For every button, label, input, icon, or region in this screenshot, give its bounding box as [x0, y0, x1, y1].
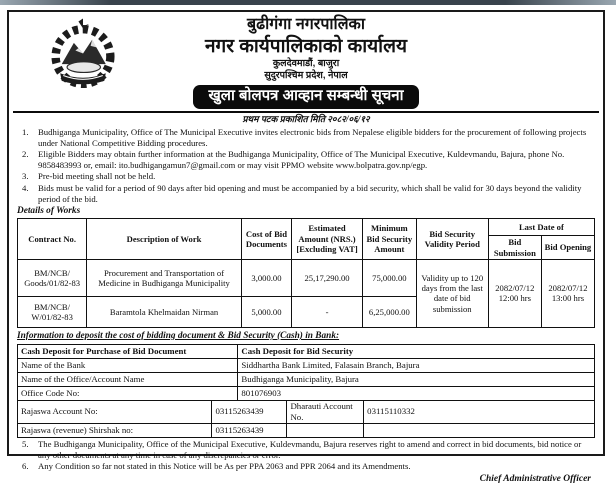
- contract-line2: W/01/82-83: [31, 311, 73, 322]
- security-cell: 6,25,000.00: [363, 296, 417, 327]
- opening-date: 2082/07/12: [548, 283, 588, 294]
- bank-info-heading: Information to deposit the cost of bidding document & Bid Security (Cash) in Bank:: [17, 330, 340, 341]
- cost-cell: 5,000.00: [241, 296, 291, 327]
- note-text: Pre-bid meeting shall not be held.: [38, 171, 156, 182]
- address-line2: सुदुरपश्चिम प्रदेश, नेपाल: [264, 70, 348, 81]
- description-cell: Procurement and Transportation of Medicine in Budhiganga Municipality: [87, 259, 242, 296]
- notice-conditions-bottom: [17, 439, 595, 472]
- address-line1: कुलदेवमाडौं, बाजुरा: [272, 58, 340, 69]
- col-header-description: Description of Work: [87, 219, 242, 260]
- municipality-name: बुढीगंगा नगरपालिका: [247, 16, 365, 33]
- notice-sheet: [7, 10, 605, 484]
- security-cell: 75,000.00: [363, 259, 417, 296]
- bank-row-value: Budhiganga Municipality, Bajura: [238, 372, 595, 386]
- col-header-validity: Bid Security Validity Period: [416, 219, 488, 260]
- col-header-cost: Cost of Bid Documents: [241, 219, 291, 260]
- note-item-2: [17, 149, 595, 170]
- note-number: 4.: [22, 182, 29, 193]
- col-header-bid-submission: Bid Submission: [488, 236, 541, 260]
- table-row: [18, 386, 595, 400]
- col-header-min-security: Minimum Bid Security Amount: [363, 219, 417, 260]
- empty-cell: [287, 423, 364, 437]
- notice-title-banner: खुला बोलपत्र आव्हान सम्बन्धी सूचना: [193, 85, 420, 109]
- note-item-4: [17, 183, 595, 204]
- details-of-works-heading: Details of Works: [17, 206, 81, 217]
- rajaswa-account-number: 03115263439: [212, 400, 287, 423]
- scan-top-edge: [0, 0, 616, 5]
- note-text: The Budhiganga Municipality, Office of the Municipal Executive, Kuldevmandu, Bajura reserves right to amend and correct in bid documents, bid notice or any other documents at any time in case of any discrepancies or error.: [38, 438, 582, 460]
- note-number: 2.: [22, 149, 29, 160]
- bank-row-value: Siddhartha Bank Limited, Falasain Branch, Bajura: [238, 358, 595, 372]
- bank-row-label: Office Code No:: [18, 386, 238, 400]
- estimated-cell: -: [292, 296, 363, 327]
- published-date-line: प्रथम पटक प्रकाशित मिति २०८२/०६/१२: [242, 114, 370, 124]
- bank-row-label: Name of the Office/Account Name: [18, 372, 238, 386]
- validity-cell: Validity up to 120 days from the last date of bid submission: [416, 259, 488, 327]
- bank-header-right: Cash Deposit for Bid Security: [238, 344, 595, 358]
- note-text: Any Condition so far not stated in this Notice will be As per PPA 2063 and PPR 2064 and its Amendments.: [38, 461, 411, 472]
- note-text: Budhiganga Municipality, Office of The Municipal Executive invites electronic bids from Nepalese eligible bidders for the procurement of following projects under National Competitive Bidding procedures.: [38, 127, 587, 148]
- empty-cell: [364, 423, 595, 437]
- note-text: Bids must be valid for a period of 90 days after bid opening and must be accompanied by a bid security, which shall be valid for 30 days beyond the validity period of the bid.: [38, 182, 582, 204]
- note-number: 5.: [22, 438, 29, 449]
- cost-cell: 3,000.00: [241, 259, 291, 296]
- office-name: नगर कार्यपालिकाको कार्यालय: [204, 36, 407, 57]
- bid-submission-cell: [488, 259, 541, 327]
- contract-no-cell: [18, 296, 87, 327]
- table-row: [18, 423, 595, 437]
- table-row: [18, 400, 595, 423]
- submission-date: 2082/07/12: [495, 283, 535, 294]
- table-row: [18, 259, 595, 296]
- col-header-last-date: Last Date of: [488, 219, 594, 236]
- contract-no-cell: [18, 259, 87, 296]
- bank-header-left: Cash Deposit for Purchase of Bid Document: [18, 344, 238, 358]
- note-item-6: [17, 461, 595, 472]
- col-header-bid-opening: Bid Opening: [541, 236, 594, 260]
- note-text: Eligible Bidders may obtain further information at the Budhiganga Municipality, Office of The Municipal Executive, Kuldevmandu, Bajura, phone No. 9858483993 or, email: ito.budhigangamun7@gmail.com or may visit PPMO website www.bolpatra.gov.np/egp.: [38, 149, 565, 170]
- opening-time: 13:00 hrs: [551, 293, 585, 304]
- estimated-cell: 25,17,290.00: [292, 259, 363, 296]
- shirshak-number: 03115263439: [212, 423, 287, 437]
- note-number: 3.: [22, 171, 29, 182]
- dharauti-account-number: 03115110332: [364, 400, 595, 423]
- bank-row-value: 801076903: [238, 386, 595, 400]
- notice-conditions-top: [17, 127, 595, 204]
- note-item-5: [17, 439, 595, 460]
- contract-line1: BM/NCB/: [34, 301, 71, 312]
- rajaswa-account-label: Rajaswa Account No:: [18, 400, 212, 423]
- contract-line2: Goods/01/82-83: [24, 277, 81, 288]
- letterhead: [17, 15, 595, 109]
- bank-deposit-table: [17, 344, 595, 438]
- col-header-contract: Contract No.: [18, 219, 87, 260]
- table-row: [18, 372, 595, 386]
- bank-table-header-row: [18, 344, 595, 358]
- dharauti-account-label: Dharauti Account No.: [287, 400, 364, 423]
- contract-line1: BM/NCB/: [34, 267, 71, 278]
- works-table: [17, 218, 595, 328]
- note-item-3: [17, 171, 595, 182]
- bank-row-label: Name of the Bank: [18, 358, 238, 372]
- note-number: 6.: [22, 461, 29, 472]
- description-cell: Baramtola Khelmaidan Nirman: [87, 296, 242, 327]
- municipality-emblem-icon: [45, 17, 121, 93]
- note-item-1: [17, 127, 595, 148]
- bid-opening-cell: [541, 259, 594, 327]
- table-row: [18, 358, 595, 372]
- note-number: 1.: [22, 127, 29, 137]
- shirshak-label: Rajaswa (revenue) Shirshak no:: [18, 423, 212, 437]
- submission-time: 12:00 hrs: [498, 293, 531, 304]
- signature-title: Chief Administrative Officer: [479, 473, 591, 484]
- col-header-estimated: Estimated Amount (NRS.) [Excluding VAT]: [292, 219, 363, 260]
